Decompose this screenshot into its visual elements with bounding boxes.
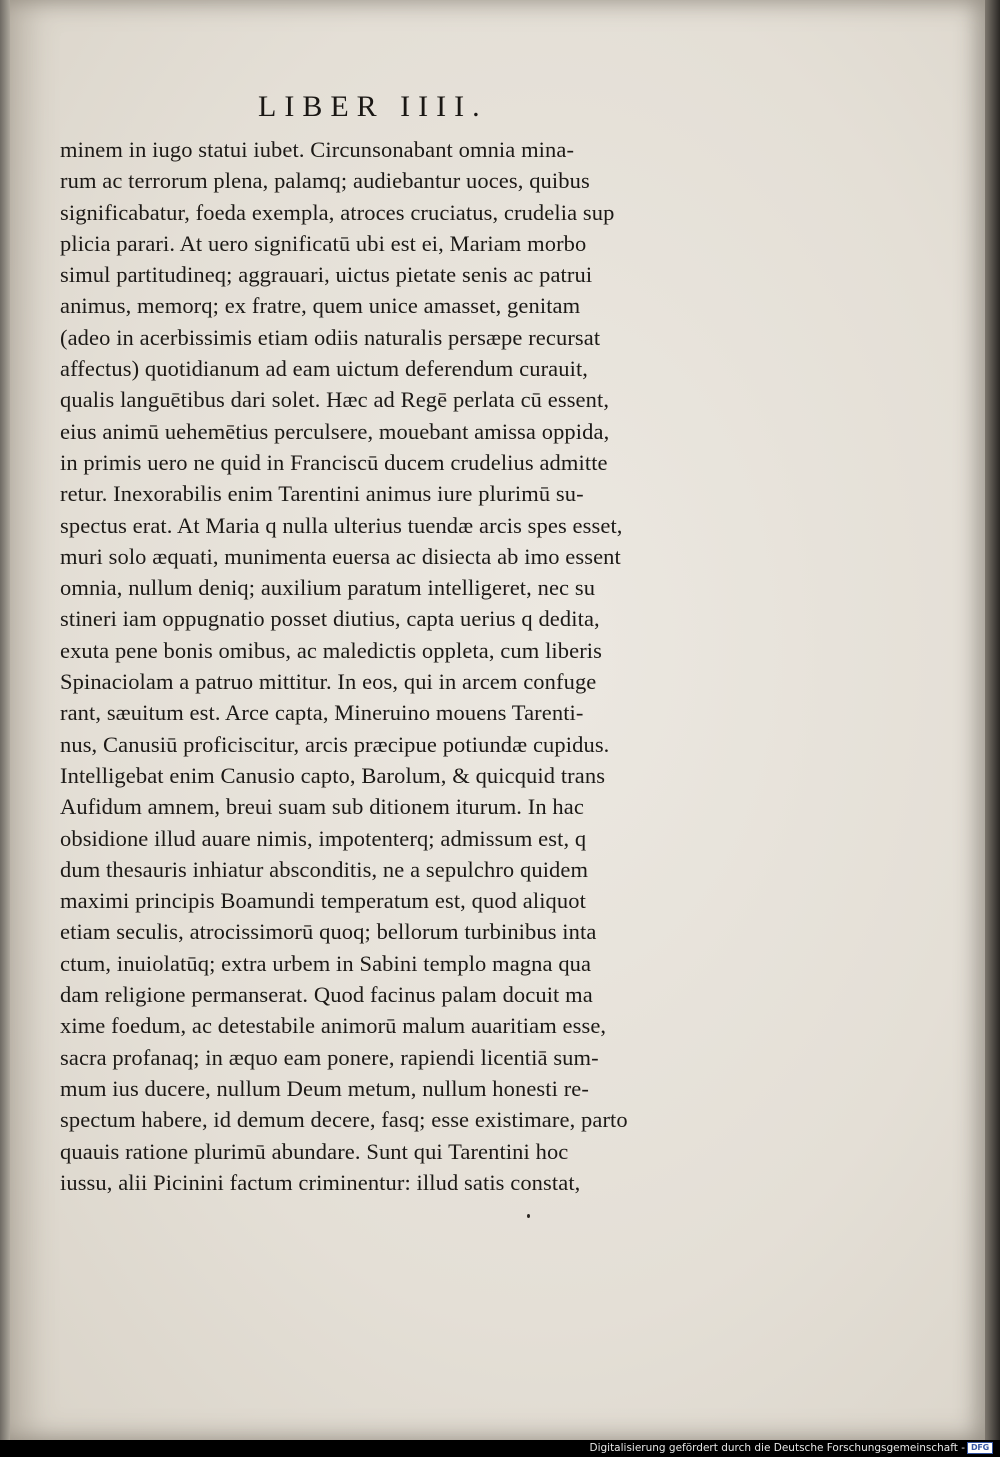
text-line: obsidione illud auare nimis, impotenterq; admissum est, q [60,825,587,851]
text-line: significabatur, foeda exempla, atroces cruciatus, crudelia sup [60,199,615,225]
text-line: Aufidum amnem, breui suam sub ditionem iturum. In hac [60,794,584,820]
text-line: omnia, nullum deniq; auxilium paratum intelligeret, nec su [60,575,596,601]
right-page-edge [985,0,1000,1440]
text-line: ctum, inuiolatūq; extra urbem in Sabini templo magna qua [60,950,592,976]
text-line: minem in iugo statui iubet. Circunsonabant omnia mina- [60,137,575,162]
text-line: iussu, alii Picinini factum criminentur: illud satis constat, [60,1169,581,1195]
text-line: muri solo æquati, munimenta euersa ac disiecta ab imo essent [60,543,621,569]
text-line: xime foedum, ac detestabile animorū malum auaritiam esse, [60,1013,607,1039]
text-line: sacra profanaq; in æquo eam ponere, rapiendi licentiā sum- [60,1044,599,1070]
text-line: stineri iam oppugnatio posset diutius, capta uerius q dedita, [60,606,600,632]
text-line: exuta pene bonis omibus, ac maledictis oppleta, cum liberis [60,637,603,663]
text-line: animus, memorq; ex fratre, quem unice amasset, genitam [60,293,581,319]
dfg-logo: DFG [967,1442,993,1454]
text-line: affectus) quotidianum ad eam uictum deferendum curauit, [60,356,589,382]
funding-credit: Digitalisierung gefördert durch die Deutsche Forschungsgemeinschaft - [589,1442,965,1454]
text-line: spectum habere, id demum decere, fasq; esse existimare, parto [60,1107,628,1133]
text-line: rant, sæuitum est. Arce capta, Mineruino mouens Tarenti- [60,700,584,726]
text-line: simul partitudineq; aggrauari, uictus pietate senis ac patrui [60,262,593,288]
text-line: dum thesauris inhiatur absconditis, ne a sepulchro quidem [60,856,589,882]
text-line: mum ius ducere, nullum Deum metum, nullum honesti re- [60,1075,589,1101]
text-line: retur. Inexorabilis enim Tarentini animus iure plurimū su- [60,481,584,507]
text-line: dam religione permanserat. Quod facinus palam docuit ma [60,982,593,1008]
text-line: spectus erat. At Maria q nulla ulterius tuendæ arcis spes esset, [60,512,623,538]
text-line: eius animū uehemētius perculsere, mouebant amissa oppida, [60,418,610,444]
text-line: quauis ratione plurimū abundare. Sunt qui Tarentini hoc [60,1138,569,1164]
running-head: LIBER IIII. [258,90,488,123]
body-text [60,134,720,1198]
text-line: in primis uero ne quid in Franciscū ducem crudelius admitte [60,449,608,475]
text-line: etiam seculis, atrocissimorū quoq; bellorum turbinibus inta [60,919,597,945]
text-line: maximi principis Boamundi temperatum est, quod aliquot [60,888,586,914]
text-line: qualis languētibus dari solet. Hæc ad Regē perlata cū essent, [60,387,610,413]
ink-speck [527,1214,530,1218]
text-line: nus, Canusiū proficiscitur, arcis præcipue potiundæ cupidus. [60,731,610,757]
text-line: (adeo in acerbissimis etiam odiis naturalis persæpe recursat [60,324,601,350]
text-line: rum ac terrorum plena, palamq; audiebantur uoces, quibus [60,168,590,194]
text-line: Spinaciolam a patruo mittitur. In eos, qui in arcem confuge [60,669,597,695]
text-line: Intelligebat enim Canusio capto, Barolum, & quicquid trans [60,762,606,788]
text-line: plicia parari. At uero significatū ubi est ei, Mariam morbo [60,230,587,256]
